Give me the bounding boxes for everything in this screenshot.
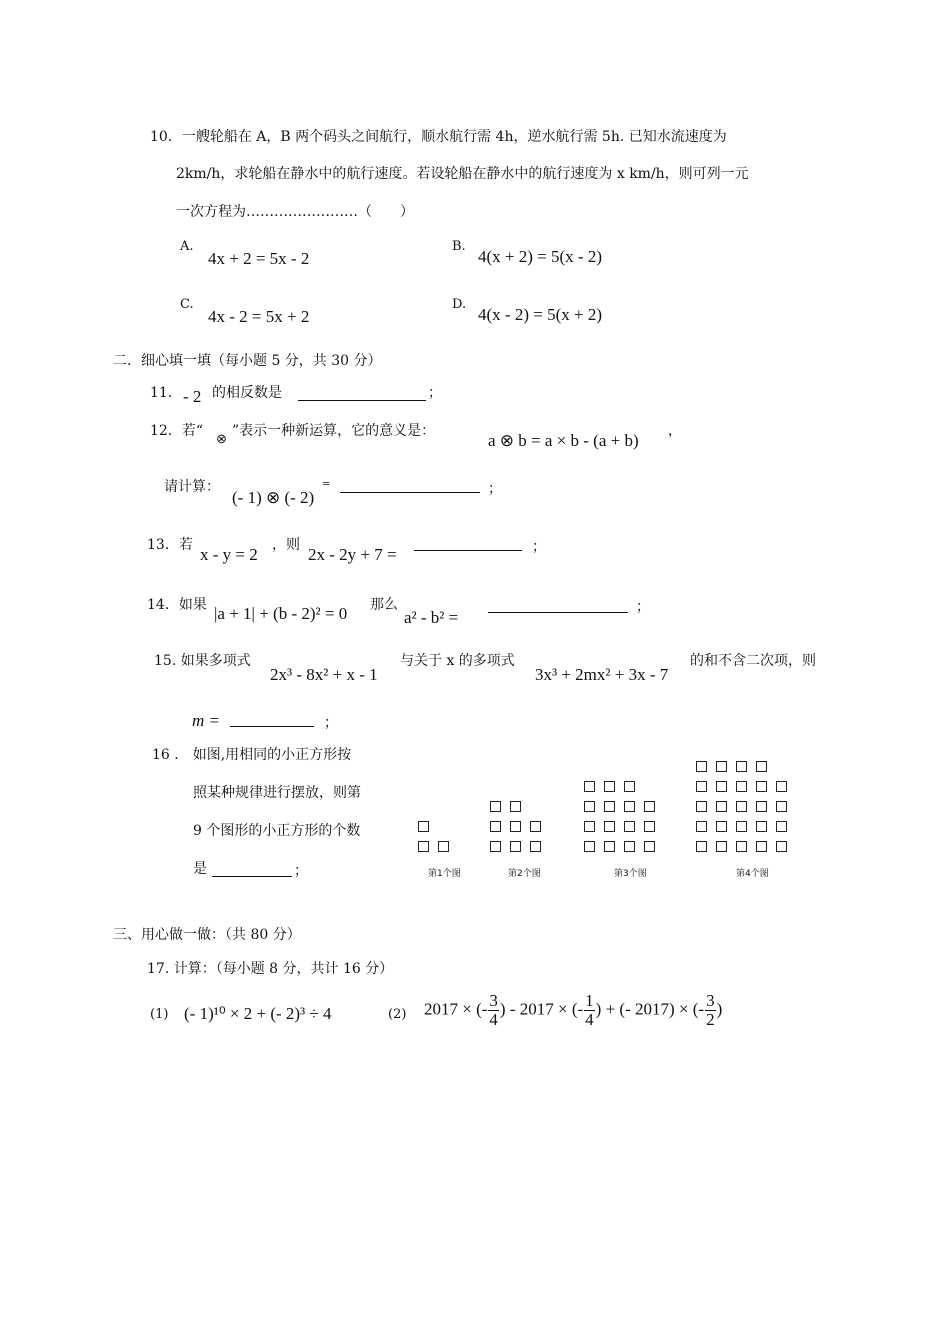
q10-option-a-label: A.: [180, 239, 194, 254]
q17-part2-seg-b: ) - 2017 × (-: [499, 999, 584, 1019]
q15-end: 的和不含二次项，则: [690, 653, 816, 669]
figure4-square: [696, 781, 707, 792]
q14-answer-blank[interactable]: [488, 612, 628, 613]
q13-num: 13．若: [147, 537, 193, 553]
figure2-square: [490, 821, 501, 832]
q12-eq: =: [322, 479, 331, 490]
q17-part2-seg-d: ): [716, 999, 723, 1019]
q10-option-b: 4(x + 2) = 5(x - 2): [478, 247, 602, 266]
q11-num: 11．: [150, 385, 182, 401]
figure4-square: [776, 781, 787, 792]
figure4-square: [716, 761, 727, 772]
figure1-caption: 第1个图: [428, 869, 461, 879]
figure3-square: [624, 781, 635, 792]
figure4-square: [716, 801, 727, 812]
figure4-square: [776, 821, 787, 832]
q10-option-a: 4x + 2 = 5x - 2: [208, 249, 310, 268]
q10-option-c-label: C.: [180, 297, 194, 312]
q15-num: 15. 如果多项式: [154, 653, 251, 669]
figure4-square: [696, 821, 707, 832]
q14-end: ；: [636, 599, 650, 615]
q10-option-b-label: B.: [452, 239, 466, 254]
q14-num: 14．如果: [147, 597, 207, 613]
figure4-square: [696, 841, 707, 852]
q11-text: 的相反数是: [212, 385, 282, 401]
figure3-square: [604, 821, 615, 832]
figure3-square: [644, 821, 655, 832]
q13-end: ；: [532, 539, 546, 555]
q14-given: |a + 1| + (b - 2)² = 0: [214, 604, 348, 623]
q13-answer-blank[interactable]: [414, 550, 522, 551]
q11-end: ；: [428, 385, 442, 401]
q12-symbol: ⊗: [216, 431, 227, 446]
q15-end2: ；: [324, 715, 338, 731]
q15-ask: m =: [192, 711, 220, 730]
figure4-square: [716, 821, 727, 832]
figure4-square: [736, 801, 747, 812]
q10-line3: 一次方程为……………………（ ）: [176, 204, 414, 220]
figure1-square: [418, 821, 429, 832]
q13-mid: ，则: [272, 537, 300, 553]
q10-option-d-label: D.: [452, 297, 467, 312]
q16-answer-blank[interactable]: [212, 876, 292, 877]
figure1-square: [438, 841, 449, 852]
figure4-square: [756, 801, 767, 812]
q10-option-d: 4(x - 2) = 5(x + 2): [478, 305, 602, 324]
q12-calc: (- 1) ⊗ (- 2): [232, 488, 315, 507]
figure1-square: [418, 841, 429, 852]
fraction-3-4: $\frac{3}{4}$: [489, 991, 498, 1029]
q13-given: x - y = 2: [200, 545, 258, 564]
q15-mid: 与关于 x 的多项式: [400, 653, 515, 669]
figure3-square: [624, 801, 635, 812]
figure2-square: [510, 821, 521, 832]
q14-mid: 那么: [370, 597, 398, 613]
figure4-square: [736, 841, 747, 852]
figure4-square: [756, 761, 767, 772]
q17-part2-label: (2): [388, 1007, 407, 1022]
q17-part1-label: (1): [150, 1007, 169, 1022]
figure2-square: [510, 801, 521, 812]
figure4-square: [776, 801, 787, 812]
q15-poly2: 3x³ + 2mx² + 3x - 7: [535, 665, 669, 684]
q15-poly1: 2x³ - 8x² + x - 1: [270, 665, 378, 684]
figure4-square: [736, 761, 747, 772]
q13-expr: 2x - 2y + 7 =: [308, 545, 397, 564]
q15-answer-blank[interactable]: [230, 726, 314, 727]
section3-heading: 三、用心做一做：（共 80 分）: [113, 927, 301, 943]
q16-line1: 16 ． 如图,用相同的小正方形按: [152, 747, 352, 763]
section2-heading: 二．细心填一填（每小题 5 分，共 30 分）: [113, 353, 382, 369]
figure2-square: [510, 841, 521, 852]
figure3-square: [584, 781, 595, 792]
figure2-square: [490, 841, 501, 852]
figure4-square: [756, 821, 767, 832]
figure3-square: [584, 841, 595, 852]
figure3-square: [604, 781, 615, 792]
q17-title: 17. 计算：（每小题 8 分，共计 16 分）: [147, 961, 394, 977]
q16-line4: 是: [193, 861, 207, 877]
fraction-3-2: $\frac{3}{2}$: [706, 991, 715, 1029]
figure2-square: [530, 841, 541, 852]
q12-end: ；: [488, 481, 502, 497]
figure3-square: [604, 801, 615, 812]
q10-option-c: 4x - 2 = 5x + 2: [208, 307, 310, 326]
figure3-square: [584, 821, 595, 832]
q17-part2-seg-c: ) + (- 2017) × (-: [595, 999, 705, 1019]
figure3-caption: 第3个图: [614, 869, 647, 879]
q17-part2-expr: [424, 992, 722, 1029]
q10-line2: 2km/h，求轮船在静水中的航行速度。若设轮船在静水中的航行速度为 x km/h，则可列一元: [176, 166, 749, 182]
figure4-square: [776, 841, 787, 852]
figure4-square: [756, 781, 767, 792]
q11-expr: - 2: [183, 387, 202, 406]
q12-text: ”表示一种新运算，它的意义是：: [232, 423, 436, 439]
q16-end: ；: [294, 863, 308, 879]
figure4-caption: 第4个图: [736, 869, 769, 879]
figure4-square: [736, 781, 747, 792]
figure4-square: [716, 841, 727, 852]
figure4-square: [696, 761, 707, 772]
figure4-square: [756, 841, 767, 852]
q12-comma: ，: [668, 423, 682, 439]
figure2-square: [490, 801, 501, 812]
figure3-square: [644, 841, 655, 852]
q10-line1: 10．一艘轮船在 A，B 两个码头之间航行，顺水航行需 4h，逆水航行需 5h. 已知水流速度为: [150, 129, 727, 145]
figure3-square: [624, 821, 635, 832]
q12-num: 12．若“: [150, 423, 203, 439]
figure4-square: [716, 781, 727, 792]
q16-line2: 照某种规律进行摆放，则第: [193, 785, 361, 801]
figure4-square: [696, 801, 707, 812]
figure3-square: [624, 841, 635, 852]
q11-answer-blank[interactable]: [298, 400, 426, 401]
q14-expr: a² - b² =: [404, 608, 459, 627]
q17-part1-expr: (- 1)¹⁰ × 2 + (- 2)³ ÷ 4: [184, 1004, 332, 1023]
q16-line3: 9 个图形的小正方形的个数: [193, 823, 361, 839]
figure3-square: [644, 801, 655, 812]
figure3-square: [584, 801, 595, 812]
figure4-square: [736, 821, 747, 832]
q12-answer-blank[interactable]: [340, 492, 480, 493]
q12-ask: 请计算：: [164, 479, 220, 495]
fraction-1-4: $\frac{1}{4}$: [585, 991, 594, 1029]
q17-part2-seg-a: 2017 × (-: [424, 999, 488, 1019]
q12-definition: a ⊗ b = a × b - (a + b): [488, 431, 639, 450]
figure2-square: [530, 821, 541, 832]
figure3-square: [604, 841, 615, 852]
figure2-caption: 第2个图: [508, 869, 541, 879]
